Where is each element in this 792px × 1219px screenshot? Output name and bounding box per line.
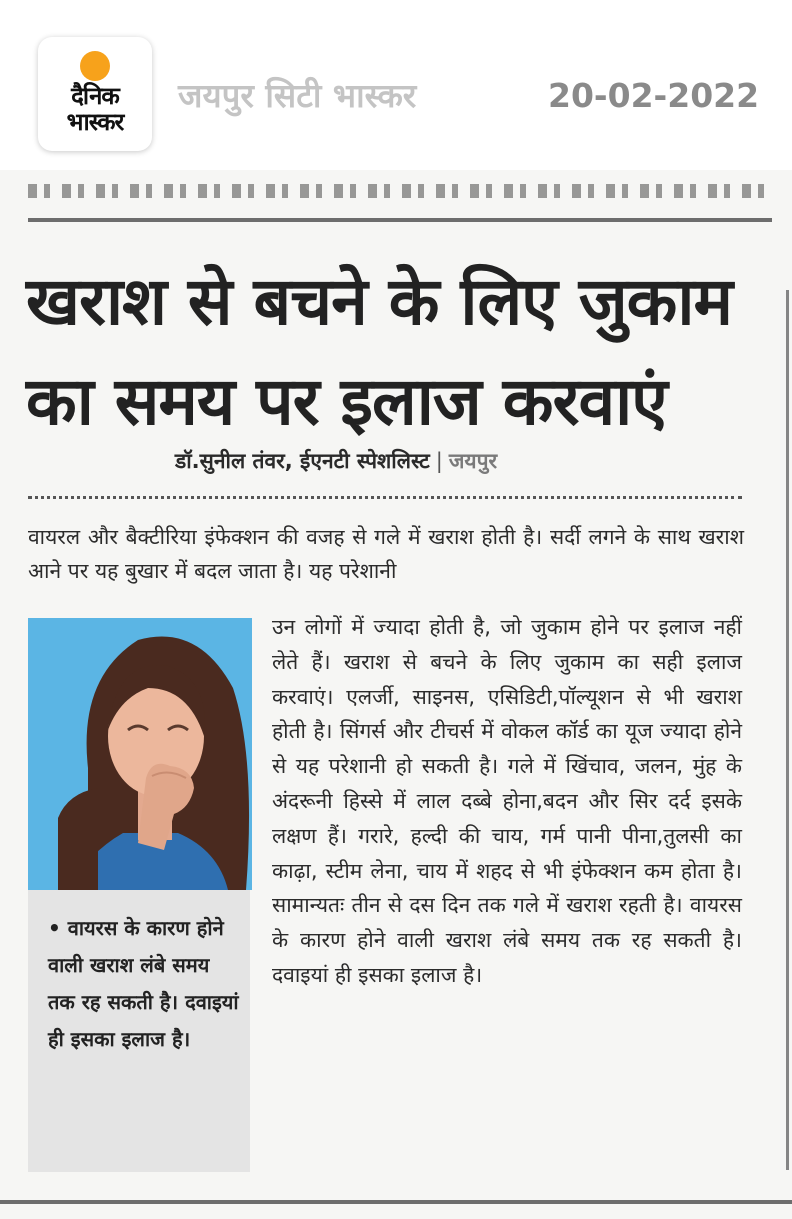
logo-text-line1: दैनिक: [71, 82, 119, 110]
pull-quote-box: [28, 890, 250, 1172]
byline-separator: |: [435, 449, 443, 473]
article-headline: खराश से बचने के लिए जुकाम का समय पर इलाज करवाएं: [26, 263, 732, 440]
edition-date: 20-02-2022: [548, 76, 760, 115]
dainik-bhaskar-logo[interactable]: [38, 37, 152, 151]
byline-city: जयपुर: [448, 449, 498, 473]
top-rule-divider: [28, 218, 772, 222]
article-body-paragraph: उन लोगों में ज्यादा होती है, जो जुकाम होने पर इलाज नहीं लेते हैं। खराश से बचने के लिए जुकाम का सही इलाज करवाएं। एलर्जी, साइनस, एसिडिटी,पॉल्यूशन से भी खराश होती है। सिंगर्स और टीचर्स में वोकल कॉर्ड का यूज ज्यादा होने से यह परेशानी हो सकती है। गले में खिंचाव, जलन, मुंह के अंदरूनी हिस्से में लाल दब्बे होना,बदन और सिर दर्द इसके लक्षण हैं। गरारे, हल्दी की चाय, गर्म पानी पीना,तुलसी का काढ़ा, स्टीम लेना, चाय में शहद से भी इंफेक्शन कम होता है। सामान्यतः तीन से दस दिन तक गले में खराश रहती है। वायरस के कारण होने वाली खराश लंबे समय तक रह सकती है। दवाइयां ही इसका इलाज है।: [272, 615, 742, 987]
logo-sun-icon: [80, 51, 110, 81]
pull-quote-text: • वायरस के कारण होने वाली खराश लंबे समय तक रह सकती है। दवाइयां ही इसका इलाज है।: [48, 916, 239, 1051]
article-photo-woman-coughing: [28, 618, 252, 890]
logo-text-line2: भास्कर: [66, 108, 124, 136]
app-header: [0, 0, 792, 170]
dotted-divider: [28, 496, 742, 499]
column-edge-line: [786, 290, 789, 1170]
article-byline: [175, 446, 497, 476]
woman-coughing-illustration: [28, 618, 252, 890]
article-lead-paragraph: वायरल और बैक्टीरिया इंफेक्शन की वजह से गले में खराश होती है। सर्दी लगने के साथ खराश आने पर यह बुखार में बदल जाता है। यह परेशानी: [28, 525, 744, 583]
edition-title: जयपुर सिटी भास्कर: [178, 76, 417, 115]
byline-author: डॉ.सुनील तंवर, ईएनटी स्पेशलिस्ट: [175, 449, 430, 473]
bottom-rule-divider: [0, 1200, 792, 1204]
newspaper-clipping: [0, 170, 792, 1219]
cut-off-text-strip: [28, 184, 772, 198]
